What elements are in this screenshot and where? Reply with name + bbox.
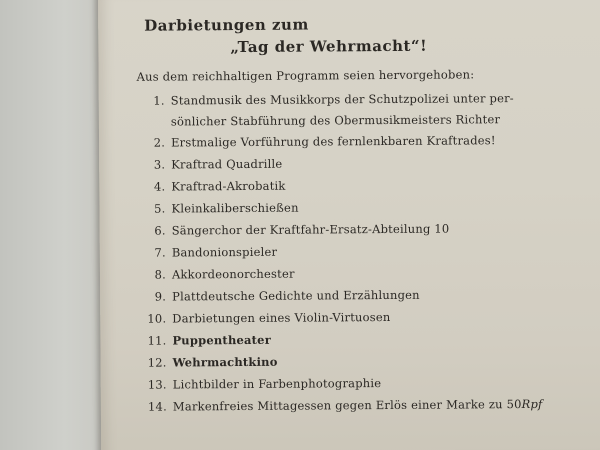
program-item-4 xyxy=(137,172,600,197)
program-list xyxy=(137,86,600,417)
item-text: Bandonionspieler xyxy=(171,244,278,260)
item-text: Wehrmachtkino xyxy=(172,354,278,370)
item-number: 13. xyxy=(147,377,167,392)
item-text-line: Markenfreies Mittagessen gegen Erlös einer Marke zu 50 xyxy=(172,397,522,414)
item-text: Erstmalige Vorführung des fernlenkbaren Kraftrades! xyxy=(171,133,496,150)
back-paper-sheet xyxy=(0,0,108,450)
program-item-9 xyxy=(138,282,600,307)
item-number: 11. xyxy=(147,333,167,348)
item-text xyxy=(173,392,600,417)
item-text: Puppentheater xyxy=(172,332,271,348)
program-item-10 xyxy=(138,304,600,329)
currency-suffix: Rpf xyxy=(521,396,543,412)
program-item-14 xyxy=(139,392,600,417)
program-item-1 xyxy=(137,86,600,131)
item-number: 14. xyxy=(147,399,167,414)
program-item-3 xyxy=(137,150,600,175)
item-text: Sängerchor der Kraftfahr-Ersatz-Abteilung 10 xyxy=(171,221,450,238)
item-number: 3. xyxy=(153,157,166,172)
item-text-continuation: sönlicher Stabführung des Obermusikmeisters Richter xyxy=(170,112,501,129)
item-text: Lichtbilder in Farbenphotographie xyxy=(172,376,382,392)
item-text: Kraftrad Quadrille xyxy=(171,156,283,172)
item-text: Darbietungen eines Violin-Virtuosen xyxy=(172,309,391,326)
heading-line-2: „Tag der Wehrmacht“! xyxy=(230,36,428,57)
item-text: Plattdeutsche Gedichte und Erzählungen xyxy=(172,287,420,304)
item-number: 6. xyxy=(154,223,166,238)
program-item-2 xyxy=(137,128,600,153)
item-text-line: Standmusik des Musikkorps der Schutzpolizei unter per- xyxy=(170,91,514,108)
item-text: Kraftrad-Akrobatik xyxy=(171,178,286,194)
program-item-8 xyxy=(138,260,600,285)
program-item-6 xyxy=(138,216,600,241)
item-number: 1. xyxy=(153,93,165,108)
program-item-11 xyxy=(138,326,600,351)
item-text: Akkordeonorchester xyxy=(171,266,295,282)
heading-line-1: Darbietungen zum xyxy=(144,15,309,35)
item-number: 8. xyxy=(154,267,167,282)
program-item-7 xyxy=(138,238,600,263)
item-number: 2. xyxy=(153,135,166,150)
program-item-13 xyxy=(139,370,600,395)
item-text xyxy=(171,86,600,131)
intro-text: Aus dem reichhaltigen Programm seien hervorgehoben: xyxy=(136,67,475,84)
program-page xyxy=(98,0,600,450)
item-number: 4. xyxy=(153,179,166,194)
item-text: Kleinkaliberschießen xyxy=(171,200,299,216)
item-number: 5. xyxy=(154,201,166,216)
program-item-5 xyxy=(137,194,600,219)
item-number: 10. xyxy=(147,311,167,326)
program-item-12 xyxy=(139,348,600,373)
item-number: 12. xyxy=(147,355,167,370)
item-number: 9. xyxy=(154,289,167,304)
item-number: 7. xyxy=(154,245,166,260)
page-content xyxy=(136,12,600,417)
